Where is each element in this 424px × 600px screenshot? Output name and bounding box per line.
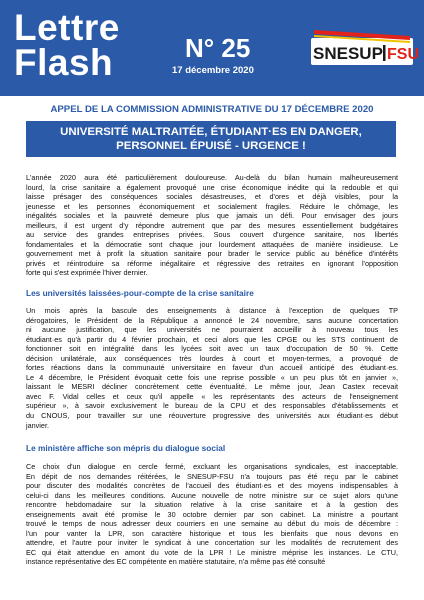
- section1-line: fortes réactions dans la communauté universitaire en faveur d'un accueil anticipé des étudiant·es.: [26, 363, 398, 373]
- section2-line: instance représentative des EC compétente en matière statutaire, n'a même pas été consulté: [26, 557, 326, 567]
- intro-line: inégalités sociales et la pauvreté demeure plus que jamais un défi. Pour envisager des jours: [26, 211, 398, 221]
- section1-line: avec F. Vidal celles et ceux qu'il appelle « les représentants des acteurs de l'enseignement: [26, 391, 398, 401]
- section1-line: Un mois après la bascule des enseignements à distance à l'exception de quelques TP: [26, 306, 398, 315]
- intro-paragraph: [26, 173, 398, 278]
- section1-line: supérieur », à savoir exclusivement le bureau de la CPU et des responsables d'établissements et: [26, 401, 398, 411]
- logo-text-fsu: FSU: [387, 46, 419, 63]
- logo-divider: [383, 45, 386, 61]
- headline-line-2: PERSONNEL ÉPUISÉ - URGENCE !: [116, 140, 306, 152]
- section-heading-ministere: Le ministère affiche son mépris du dialogue social: [26, 443, 226, 453]
- intro-line: laisse présager des conséquences sociales désastreuses, et d'ores et déjà visibles, pour la: [26, 192, 398, 202]
- intro-line: meilleurs, il est urgent d'y répondre autrement que par des mesures essentiellement budgétaires: [26, 220, 398, 230]
- section2-line: l'un pour vanter la LPR, son caractère historique et tous les bienfaits que nous devons en: [26, 528, 398, 538]
- intro-line: privés et réintroduire sa réforme inégalitaire et régressive des retraites en ignorant l'opposition: [26, 258, 398, 268]
- section1-line: laissant le MESRI décliner concrètement cette éventualité. Le même jour, Jean Castex recevait: [26, 382, 398, 392]
- intro-line: jeunesse et les personnes économiquement et socialement fragiles. Réduire le chômage, les: [26, 201, 398, 211]
- appel-subtitle: APPEL DE LA COMMISSION ADMINISTRATIVE DU 17 DÉCEMBRE 2020: [50, 104, 374, 115]
- section1-line: Le 4 décembre, le Président évoquait cette fois une reprise possible « un peu plus tôt en janvier »,: [26, 372, 398, 382]
- section2-line: enseignements avait été promise le 30 octobre dernier par son cabinet. La ministre a pourtant: [26, 509, 398, 519]
- section-2-paragraph: [26, 462, 398, 567]
- section1-line: ni aucune justification, que les universités ne pourraient accueillir à nouveau tous les: [26, 325, 398, 335]
- title-line-lettre: Lettre: [14, 7, 120, 48]
- headline-box: [26, 121, 396, 157]
- section1-line: janvier.: [26, 420, 49, 430]
- issue-number: N° 25: [185, 33, 251, 63]
- section2-line: En dépit de nos demandes réitérées, le SNESUP-FSU n'a toujours pas été reçu par le cabinet: [26, 471, 398, 481]
- section2-line: pour discuter des modalités concrètes de l'accueil des étudiant·es et des moyens indispensables à: [26, 481, 398, 491]
- intro-line: forte qui s'est exprimée l'hiver dernier.: [26, 268, 148, 278]
- intro-line: lourd, la crise sanitaire a également provoqué une crise économique inédite qui la redouble et qui: [26, 182, 398, 192]
- section2-line: Ce choix d'un dialogue en cercle fermé, excluant les organisations syndicales, est inacceptable.: [26, 462, 398, 471]
- section1-line: étudiant·es qu'à partir du 4 février prochain, et ceci alors que les CPGE ou les STS continuent de: [26, 334, 398, 344]
- intro-line: gouvernement met à profit la situation sanitaire pour brader le service public au bénéfice d'intérêts: [26, 249, 398, 259]
- section-heading-universites: Les universités laissées-pour-compte de la crise sanitaire: [26, 288, 254, 298]
- title-line-flash: Flash: [14, 42, 114, 83]
- section2-line: rencontre hebdomadaire sur la situation relative à la crise sanitaire et à la gestion des: [26, 500, 398, 510]
- section2-line: EC qui était attendue en amont du vote de la LPR ! Le ministre méprise les instances. Le CTU,: [26, 547, 398, 557]
- section1-line: fonctionner soit en intégralité dans les lycées soit avec un taux d'occupation de 50 %. Cette: [26, 344, 398, 354]
- section1-line: dérogatoires, le Président de la République a annoncé le 24 novembre, sans aucune concertation: [26, 315, 398, 325]
- logo-text-snesup: SNESUP: [313, 44, 383, 63]
- intro-line: L'année 2020 aura été particulièrement douloureuse. Au-delà du bilan humain malheureusement: [26, 173, 398, 182]
- header-banner: [0, 0, 424, 96]
- section2-line: trouvé le temps de nous adresser deux courriers en une semaine au début du mois de décembre :: [26, 519, 398, 529]
- snesup-fsu-logo: [310, 24, 419, 68]
- newsletter-title: [14, 7, 120, 83]
- issue-date: 17 décembre 2020: [172, 65, 254, 76]
- section2-line: celui-ci dans les meilleures conditions. Aucune nouvelle de notre ministre sur ce sujet alors qu'une: [26, 490, 398, 500]
- headline-line-1: UNIVERSITÉ MALTRAITÉE, ÉTUDIANT·ES EN DANGER,: [60, 126, 362, 138]
- section2-line: attendre, et l'autre pour inviter le syndicat à une concertation sur les modalités de recrutement des: [26, 538, 398, 548]
- intro-line: au service des grandes entreprises privées. Sous couvert d'urgence sanitaire, nos libertés: [26, 230, 398, 240]
- section-1-paragraph: [26, 306, 398, 430]
- section1-line: décision unilatérale, aux conséquences très lourdes à court et moyen-termes, a provoqué de: [26, 353, 398, 363]
- intro-line: fondamentales et la démocratie sont chaque jour lourdement attaquées de manière insidieuse. Le: [26, 239, 398, 249]
- section1-line: du CNOUS, pour travailler sur une réouverture progressive des universités aux étudiant·es début: [26, 411, 398, 421]
